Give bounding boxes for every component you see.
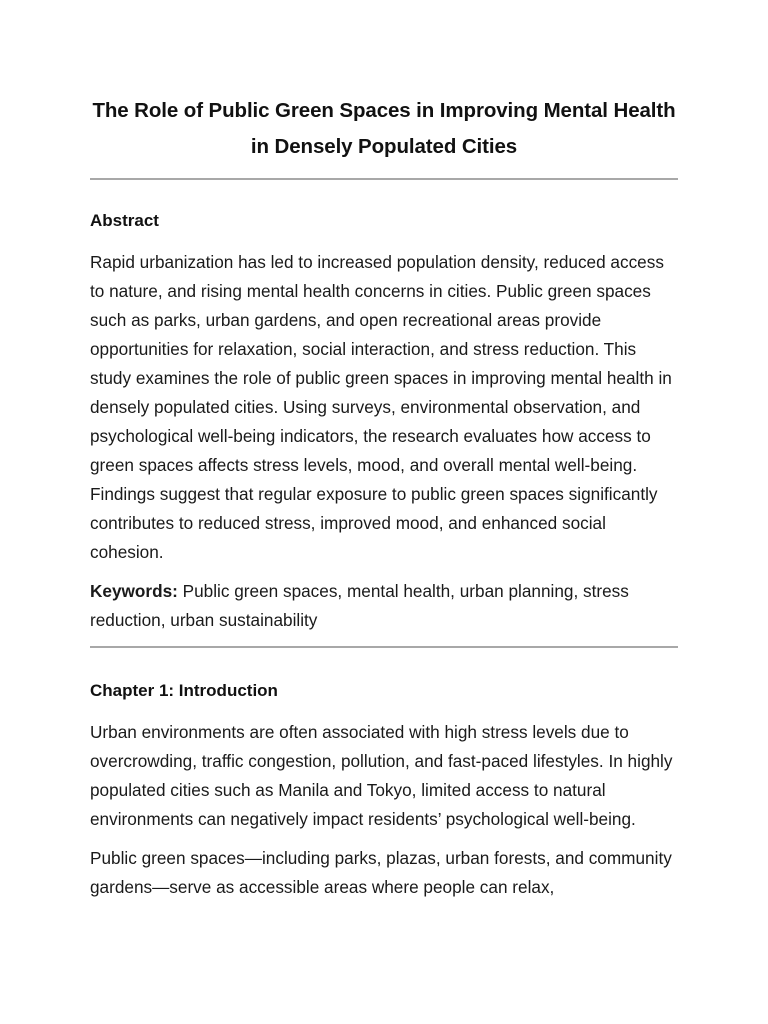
intro-paragraph-2: Public green spaces—including parks, plazas, urban forests, and community gardens—serve as accessible areas where people can relax, (90, 848, 672, 897)
title-divider (90, 178, 678, 180)
document-title: The Role of Public Green Spaces in Improving Mental Health in Densely Populated Cities (92, 99, 676, 158)
keywords-paragraph (90, 577, 678, 635)
section-divider (90, 646, 678, 648)
abstract-heading: Abstract (90, 211, 159, 230)
keywords-label: Keywords: (90, 581, 178, 601)
chapter-heading: Chapter 1: Introduction (90, 681, 278, 700)
abstract-body: Rapid urbanization has led to increased population density, reduced access to nature, and rising mental health concerns in cities. Public green spaces such as parks, urban gardens, and open recreational areas provide opportunities for relaxation, social interaction, and stress reduction. This study examines the role of public green spaces in improving mental health in densely populated cities. Using surveys, environmental observation, and psychological well-being indicators, the research evaluates how access to green spaces affects stress levels, mood, and overall mental well-being. Findings suggest that regular exposure to public green spaces significantly contributes to reduced stress, improved mood, and enhanced social cohesion. (90, 252, 672, 562)
keywords-text: Public green spaces, mental health, urban planning, stress reduction, urban sustainability (90, 581, 629, 630)
intro-paragraph-1: Urban environments are often associated with high stress levels due to overcrowding, traffic congestion, pollution, and fast-paced lifestyles. In highly populated cities such as Manila and Tokyo, limited access to natural environments can negatively impact residents’ psychological well-being. (90, 722, 673, 829)
document-page (90, 0, 678, 902)
